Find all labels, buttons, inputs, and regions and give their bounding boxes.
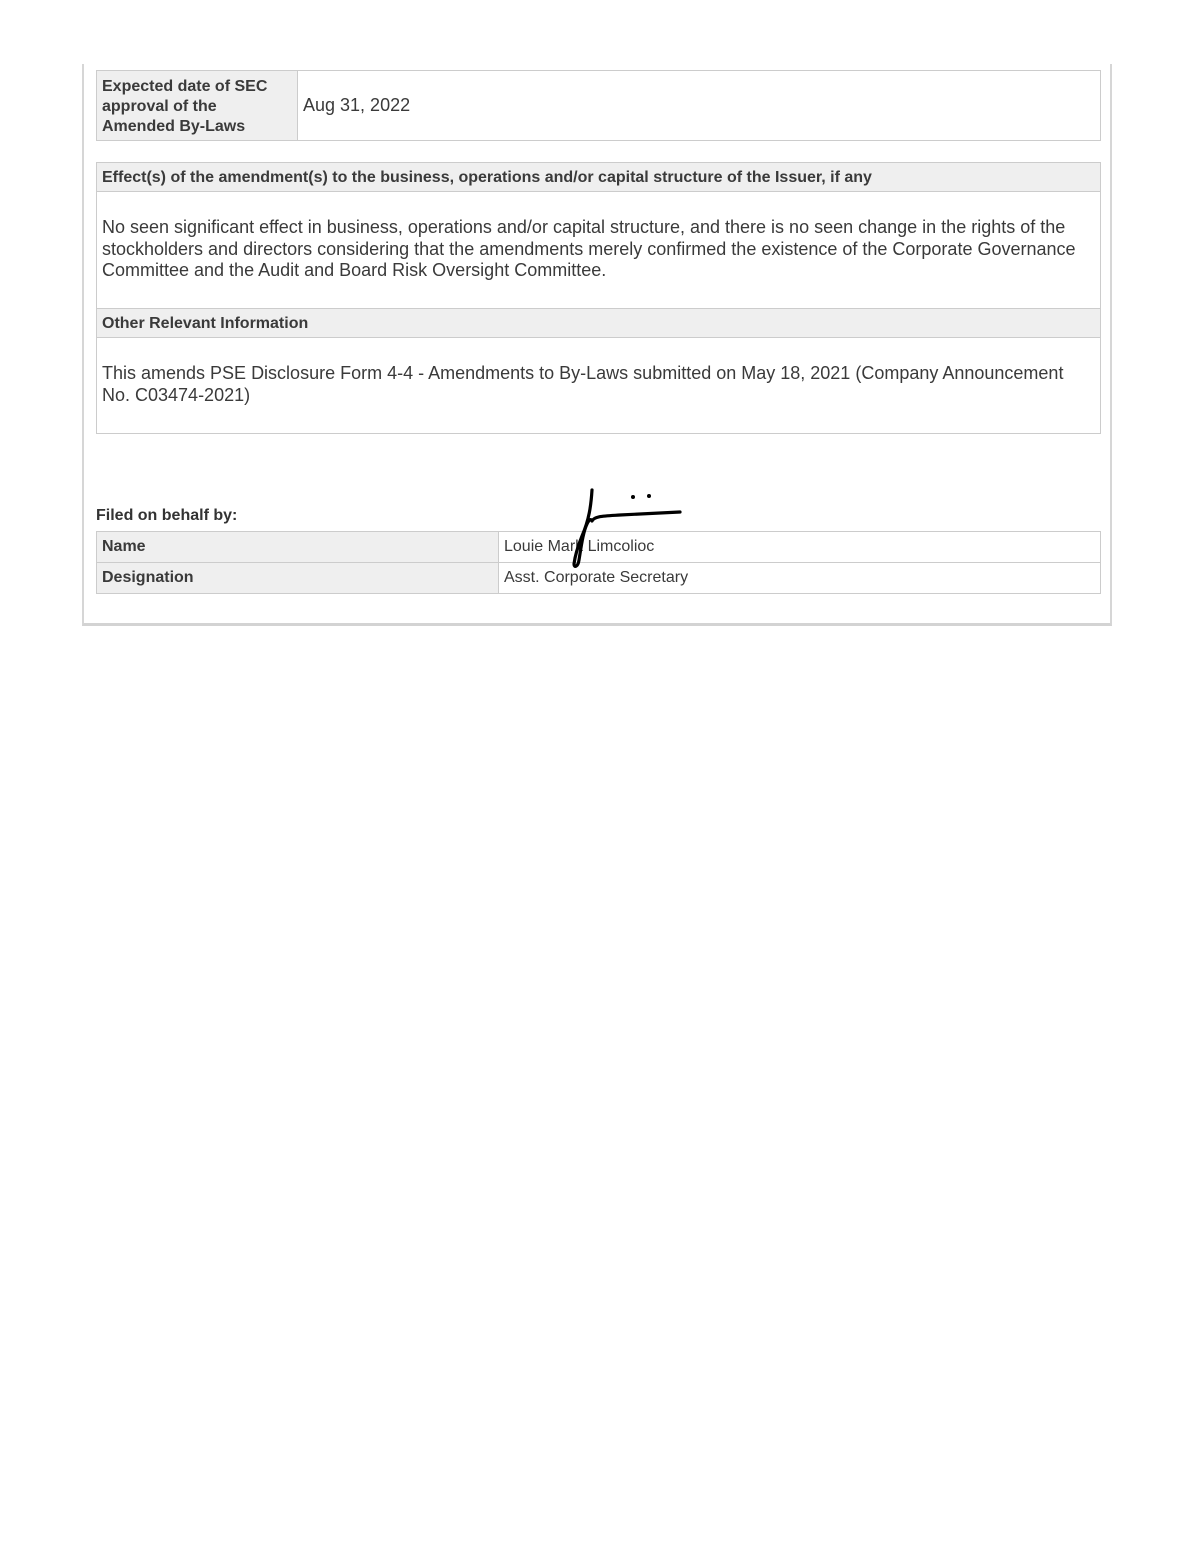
designation-label: Designation (97, 563, 499, 593)
effects-header: Effect(s) of the amendment(s) to the business, operations and/or capital structure of the Issuer, if any (97, 163, 1100, 192)
table-row (97, 532, 1100, 562)
other-info-body: This amends PSE Disclosure Form 4-4 - Amendments to By-Laws submitted on May 18, 2021 (Company Announcement No. C03474-2021) (102, 363, 1064, 405)
table-row (97, 562, 1100, 593)
name-label: Name (97, 532, 499, 562)
effects-body: No seen significant effect in business, operations and/or capital structure, and there is no seen change in the rights of the stockholders and directors considering that the amendments merely confirmed the existence of the Corporate Governance Committee and the Audit and Board Risk Oversight Committee. (102, 217, 1076, 280)
designation-value: Asst. Corporate Secretary (504, 569, 689, 586)
other-info-header: Other Relevant Information (97, 309, 1100, 338)
other-info-section (96, 308, 1101, 434)
sec-approval-table (96, 70, 1101, 141)
sec-approval-value: Aug 31, 2022 (303, 95, 411, 115)
name-value: Louie Mark Limcolioc (504, 538, 655, 555)
effects-section (96, 162, 1101, 309)
sec-approval-label: Expected date of SEC approval of the Amended By-Laws (97, 71, 298, 140)
signer-table (96, 531, 1101, 594)
filed-on-behalf-label: Filed on behalf by: (96, 507, 238, 524)
